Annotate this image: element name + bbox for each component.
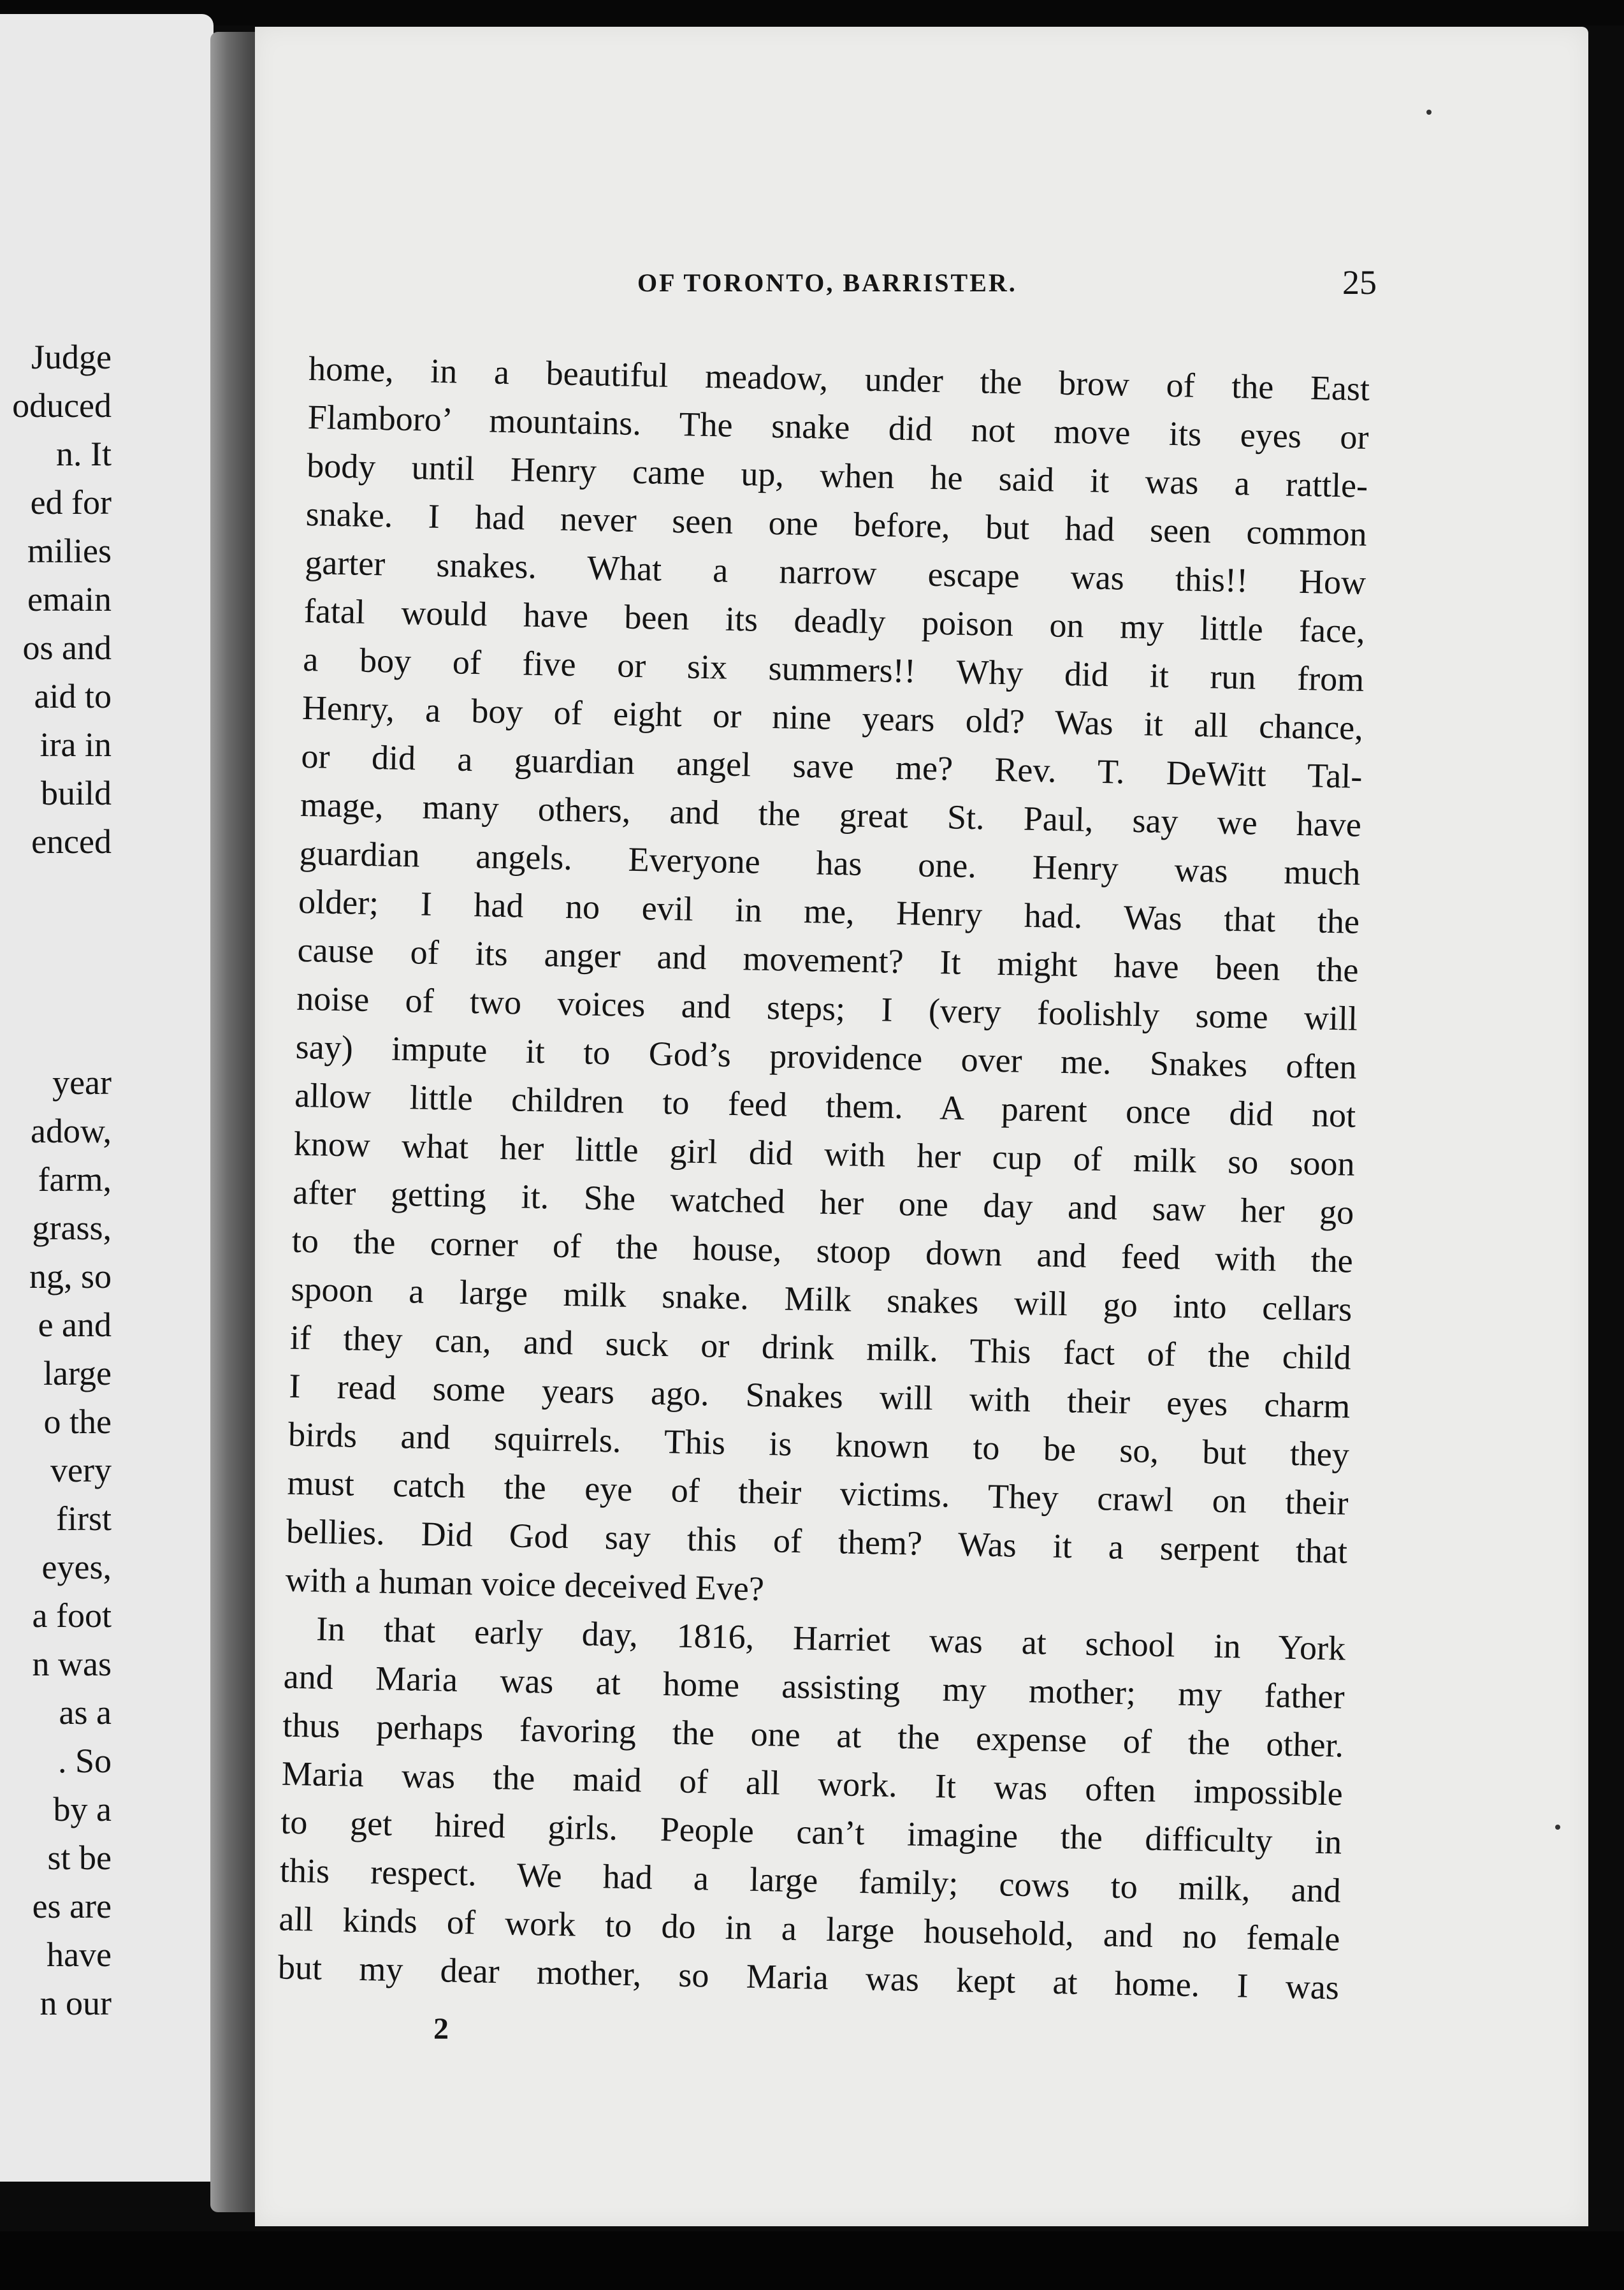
- scan-bottom-edge: [0, 2231, 1624, 2290]
- text-line: noise of two voices and steps; I (very foolishly some will: [296, 979, 1358, 1038]
- left-fragment: adow,: [31, 1112, 112, 1150]
- page-number: 25: [1342, 263, 1377, 302]
- scan-speck: [1555, 1825, 1560, 1830]
- left-fragment: ed for: [30, 483, 112, 521]
- text-line: Maria was the maid of all work. It was often impossible: [281, 1754, 1344, 1813]
- left-fragment: milies: [27, 532, 112, 570]
- left-page-text-fragments: [0, 333, 112, 2027]
- left-fragment: o the: [43, 1403, 112, 1441]
- text-line: guardian angels. Everyone has one. Henry was much: [299, 833, 1361, 893]
- left-fragment: emain: [27, 580, 112, 618]
- text-line: Flamboro’ mountains. The snake did not move its eyes or: [307, 397, 1370, 456]
- left-fragment: e and: [38, 1306, 112, 1344]
- text-line: after getting it. She watched her one day and saw her go: [292, 1172, 1354, 1232]
- text-line: spoon a large milk snake. Milk snakes will go into cellars: [290, 1269, 1352, 1329]
- text-line: mage, many others, and the great St. Paul, say we have: [300, 785, 1362, 844]
- left-fragment: year: [52, 1063, 112, 1102]
- left-fragment: aid to: [34, 677, 112, 715]
- text-line: fatal would have been its deadly poison on my little face,: [303, 591, 1366, 650]
- scan-speck: [1426, 110, 1432, 115]
- text-line: garter snakes. What a narrow escape was this!! How: [304, 543, 1367, 602]
- text-line: if they can, and suck or drink milk. This fact of the child: [289, 1318, 1352, 1377]
- left-fragment: enced: [31, 822, 112, 861]
- text-line: and Maria was at home assisting my mother; my father: [283, 1657, 1345, 1716]
- left-fragment: n was: [32, 1645, 112, 1683]
- left-fragment: very: [50, 1451, 112, 1489]
- left-fragment: a foot: [32, 1596, 112, 1635]
- left-fragment: by a: [53, 1790, 112, 1828]
- left-fragment: . So: [57, 1742, 112, 1780]
- text-line: know what her little girl did with her cup of milk so soon: [293, 1124, 1356, 1183]
- left-fragment: grass,: [32, 1209, 112, 1247]
- text-line: to get hired girls. People can’t imagine the difficulty in: [280, 1802, 1342, 1862]
- text-line: this respect. We had a large family; cows to milk, and: [279, 1851, 1342, 1910]
- left-fragment: n. It: [56, 435, 112, 473]
- text-line: I read some years ago. Snakes will with their eyes charm: [289, 1366, 1351, 1426]
- text-line: say) impute it to God’s providence over me. Snakes often: [295, 1027, 1358, 1086]
- text-line: In that early day, 1816, Harriet was at school in York: [315, 1609, 1346, 1668]
- text-line: home, in a beautiful meadow, under the brow of the East: [308, 349, 1370, 408]
- text-line: Henry, a boy of eight or nine years old? Was it all chance,: [301, 688, 1364, 747]
- left-fragment: ng, so: [29, 1257, 112, 1295]
- running-head: [382, 263, 1377, 319]
- text-line: with a human voice deceived Eve?: [285, 1560, 765, 1608]
- text-line: all kinds of work to do in a large household, and no female: [279, 1899, 1340, 1958]
- body-text: [277, 344, 1370, 2011]
- left-fragment: oduced: [12, 386, 112, 425]
- left-fragment: build: [40, 774, 112, 812]
- scan-top-edge: [0, 0, 1624, 26]
- text-line: birds and squirrels. This is known to be so, but they: [287, 1415, 1350, 1474]
- running-head-title: OF TORONTO, BARRISTER.: [637, 268, 1017, 297]
- left-fragment: ira in: [40, 726, 112, 764]
- left-fragment: Judge: [31, 338, 112, 376]
- left-fragment: first: [56, 1499, 112, 1538]
- left-fragment: es are: [32, 1887, 112, 1925]
- text-line: to the corner of the house, stoop down and feed with the: [291, 1221, 1354, 1280]
- text-line: body until Henry came up, when he said it was a rattle-: [306, 446, 1368, 505]
- left-fragment: have: [47, 1936, 112, 1974]
- text-line: allow little children to feed them. A parent once did not: [294, 1076, 1356, 1135]
- signature-mark: 2: [433, 2012, 449, 2046]
- text-line: or did a guardian angel save me? Rev. T. DeWitt Tal-: [301, 736, 1363, 796]
- text-line: snake. I had never seen one before, but had seen common: [305, 494, 1368, 553]
- text-line: but my dear mother, so Maria was kept at home. I was: [277, 1948, 1340, 2007]
- left-page: [0, 14, 214, 2182]
- text-line: must catch the eye of their victims. They crawl on their: [287, 1463, 1349, 1522]
- text-line: a boy of five or six summers!! Why did it run from: [302, 639, 1365, 699]
- left-fragment: large: [43, 1354, 112, 1392]
- left-fragment: os and: [22, 629, 112, 667]
- text-line: older; I had no evil in me, Henry had. Was that the: [298, 882, 1360, 941]
- text-line: bellies. Did God say this of them? Was it a serpent that: [286, 1512, 1348, 1571]
- left-fragment: n our: [40, 1984, 112, 2022]
- text-line: thus perhaps favoring the one at the expense of the other.: [282, 1705, 1344, 1765]
- left-fragment: eyes,: [41, 1548, 112, 1586]
- left-fragment: farm,: [38, 1160, 112, 1199]
- left-fragment: st be: [47, 1839, 112, 1877]
- text-line: cause of its anger and movement? It might have been the: [297, 930, 1359, 989]
- left-fragment: as a: [59, 1693, 112, 1732]
